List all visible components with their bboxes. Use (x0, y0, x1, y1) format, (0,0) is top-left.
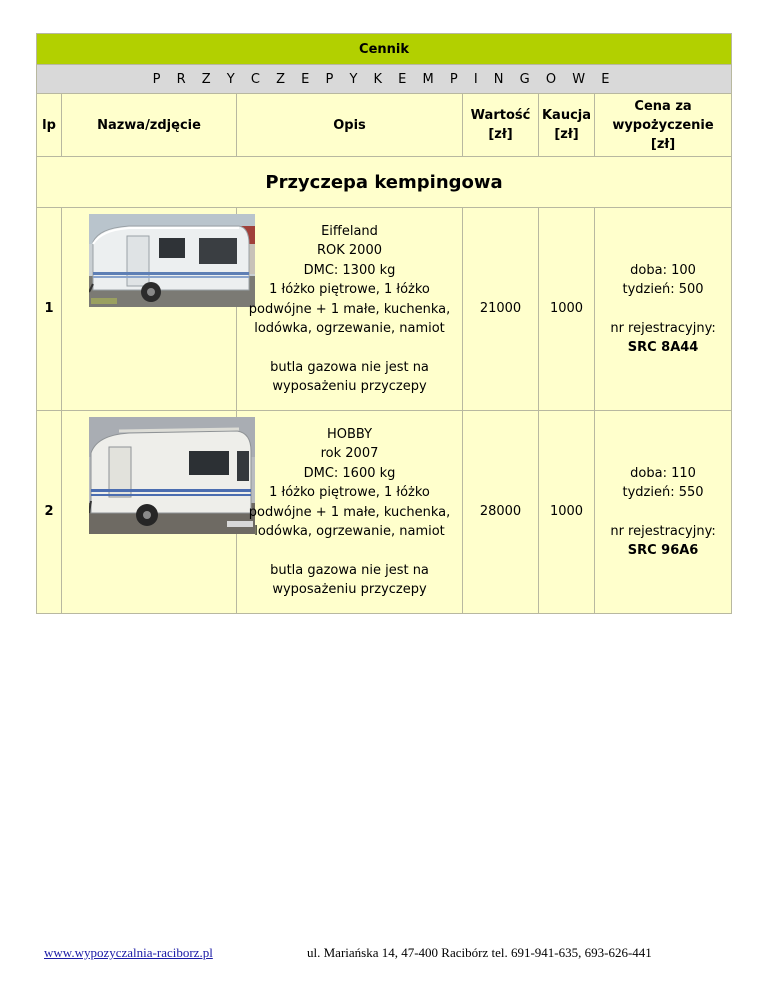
item-photo-cell (62, 208, 237, 411)
item-value: 28000 (463, 411, 539, 614)
item-lp: 2 (37, 411, 62, 614)
item-price: doba: 110 tydzień: 550 nr rejestracyjny: SRC 96A6 (595, 411, 732, 614)
website-link[interactable]: www.wypozyczalnia-raciborz.pl (44, 945, 213, 960)
section-title: Przyczepa kempingowa (37, 157, 732, 208)
table-title: P R Z Y C Z E P Y K E M P I N G O W E (37, 65, 732, 94)
price-list-sheet (36, 33, 731, 614)
caravan-photo-hobby (89, 417, 255, 534)
item-photo-cell (62, 411, 237, 614)
header-deposit: Kaucja [zł] (539, 94, 595, 157)
table-row (37, 208, 732, 411)
header-price: Cena za wypożyczenie [zł] (595, 94, 732, 157)
table-caption: Cennik (37, 34, 732, 65)
registration-number: SRC 96A6 (627, 543, 699, 558)
caravan-photo-eiffeland (89, 214, 255, 307)
item-description: HOBBY rok 2007 DMC: 1600 kg 1 łóżko piętrowe, 1 łóżko podwójne + 1 małe, kuchenka, lodówka, ogrzewanie, namiot butla gazowa nie jest na wyposażeniu przyczepy (237, 411, 463, 614)
registration-number: SRC 8A44 (627, 340, 699, 355)
price-table (36, 33, 732, 614)
item-deposit: 1000 (539, 208, 595, 411)
header-value: Wartość [zł] (463, 94, 539, 157)
item-price: doba: 100 tydzień: 500 nr rejestracyjny: SRC 8A44 (595, 208, 732, 411)
header-lp: lp (37, 94, 62, 157)
table-row (37, 411, 732, 614)
item-lp: 1 (37, 208, 62, 411)
item-value: 21000 (463, 208, 539, 411)
header-desc: Opis (237, 94, 463, 157)
item-description: Eiffeland ROK 2000 DMC: 1300 kg 1 łóżko piętrowe, 1 łóżko podwójne + 1 małe, kuchenka, lodówka, ogrzewanie, namiot butla gazowa nie jest na wyposażeniu przyczepy (237, 208, 463, 411)
footer-address: ul. Mariańska 14, 47-400 Racibórz tel. 691-941-635, 693-626-441 (307, 945, 652, 960)
header-name: Nazwa/zdjęcie (62, 94, 237, 157)
item-deposit: 1000 (539, 411, 595, 614)
